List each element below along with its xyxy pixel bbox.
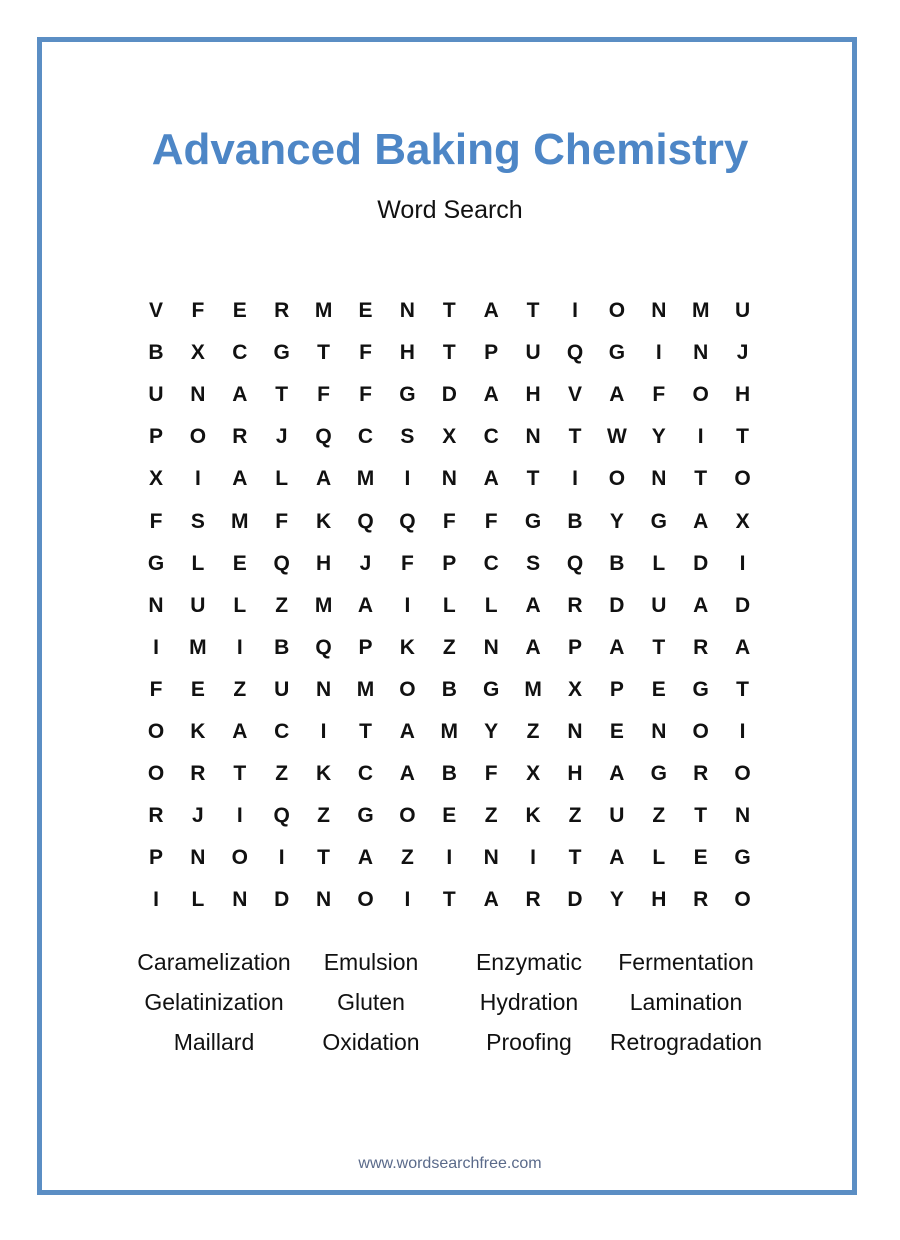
- grid-letter[interactable]: Z: [233, 677, 247, 701]
- grid-letter[interactable]: D: [567, 888, 583, 912]
- grid-letter[interactable]: G: [734, 846, 751, 870]
- grid-letter[interactable]: I: [320, 720, 327, 743]
- grid-letter[interactable]: Q: [566, 341, 584, 365]
- grid-letter[interactable]: I: [404, 467, 411, 491]
- grid-letter[interactable]: A: [609, 762, 625, 786]
- grid-letter[interactable]: Z: [652, 804, 666, 828]
- grid-letter[interactable]: I: [236, 804, 243, 828]
- grid-letter[interactable]: I: [236, 635, 243, 659]
- grid-letter[interactable]: N: [316, 888, 332, 912]
- grid-letter[interactable]: A: [693, 509, 709, 533]
- grid-letter[interactable]: A: [316, 467, 332, 491]
- grid-letter[interactable]: L: [233, 593, 247, 617]
- grid-letter[interactable]: A: [232, 467, 248, 491]
- grid-letter[interactable]: P: [442, 551, 457, 575]
- grid-letter[interactable]: M: [314, 593, 333, 617]
- grid-letter[interactable]: E: [693, 846, 708, 870]
- grid-letter[interactable]: D: [735, 593, 751, 617]
- grid-letter[interactable]: C: [357, 762, 374, 786]
- grid-letter[interactable]: M: [356, 467, 375, 491]
- grid-letter[interactable]: J: [275, 425, 288, 449]
- grid-letter[interactable]: T: [442, 341, 456, 365]
- grid-letter[interactable]: K: [399, 635, 415, 659]
- grid-letter[interactable]: P: [358, 635, 373, 659]
- grid-letter[interactable]: I: [655, 341, 662, 365]
- grid-letter[interactable]: D: [441, 383, 457, 407]
- grid-letter[interactable]: R: [693, 762, 709, 786]
- grid-letter[interactable]: X: [190, 341, 205, 365]
- grid-letter[interactable]: I: [697, 425, 704, 449]
- word-list-item: Maillard: [173, 1029, 255, 1055]
- grid-letter[interactable]: Y: [484, 720, 499, 743]
- grid-letter[interactable]: G: [524, 509, 542, 533]
- grid-letter[interactable]: H: [567, 762, 583, 786]
- grid-letter[interactable]: J: [192, 804, 204, 828]
- grid-letter[interactable]: G: [692, 677, 709, 701]
- grid-letter[interactable]: C: [274, 720, 290, 743]
- grid-letter[interactable]: O: [608, 467, 626, 491]
- grid-letter[interactable]: A: [525, 593, 541, 617]
- grid-letter[interactable]: Q: [315, 425, 332, 449]
- grid-letter[interactable]: T: [442, 299, 456, 322]
- grid-letter[interactable]: N: [190, 846, 206, 870]
- grid-letter[interactable]: U: [148, 383, 164, 407]
- grid-letter[interactable]: V: [148, 299, 163, 322]
- grid-letter[interactable]: N: [316, 677, 332, 701]
- grid-letter[interactable]: N: [735, 804, 751, 828]
- grid-letter[interactable]: X: [735, 509, 750, 533]
- grid-letter[interactable]: G: [147, 551, 165, 575]
- grid-letter[interactable]: F: [275, 509, 289, 533]
- grid-letter[interactable]: T: [736, 677, 749, 701]
- grid-letter[interactable]: L: [191, 551, 205, 575]
- grid-letter[interactable]: Z: [484, 804, 498, 828]
- grid-letter[interactable]: C: [357, 425, 374, 449]
- grid-letter[interactable]: P: [148, 425, 163, 449]
- grid-letter[interactable]: D: [274, 888, 290, 912]
- grid-letter[interactable]: A: [232, 720, 248, 743]
- grid-letter[interactable]: I: [572, 467, 578, 491]
- grid-letter[interactable]: Y: [609, 888, 624, 912]
- grid-letter[interactable]: U: [274, 677, 290, 701]
- grid-letter[interactable]: X: [148, 467, 163, 491]
- grid-letter[interactable]: T: [736, 425, 749, 449]
- word-list-item: Fermentation: [618, 949, 754, 975]
- grid-letter[interactable]: L: [191, 888, 205, 912]
- grid-letter[interactable]: O: [147, 762, 165, 786]
- grid-letter[interactable]: C: [232, 341, 248, 365]
- grid-letter[interactable]: A: [483, 467, 499, 491]
- grid-letter[interactable]: H: [735, 383, 751, 407]
- grid-letter[interactable]: I: [404, 593, 411, 617]
- grid-letter[interactable]: L: [275, 467, 289, 491]
- grid-letter[interactable]: A: [483, 383, 499, 407]
- grid-letter[interactable]: F: [191, 299, 205, 322]
- grid-letter[interactable]: G: [650, 762, 667, 786]
- grid-letter[interactable]: T: [359, 720, 372, 743]
- grid-letter[interactable]: T: [442, 888, 456, 912]
- grid-letter[interactable]: Q: [399, 509, 416, 533]
- grid-letter[interactable]: N: [651, 467, 667, 491]
- grid-letter[interactable]: P: [609, 677, 624, 701]
- grid-letter[interactable]: V: [567, 383, 582, 407]
- grid-letter[interactable]: A: [357, 846, 374, 870]
- grid-letter[interactable]: G: [483, 677, 500, 701]
- grid-letter[interactable]: K: [316, 762, 332, 786]
- grid-letter[interactable]: M: [691, 299, 710, 322]
- word-list-item: Emulsion: [323, 949, 419, 975]
- grid-letter[interactable]: K: [316, 509, 332, 533]
- grid-letter[interactable]: R: [693, 635, 709, 659]
- grid-letter[interactable]: X: [567, 677, 582, 701]
- grid-letter[interactable]: A: [735, 635, 751, 659]
- grid-letter[interactable]: E: [232, 551, 247, 575]
- grid-letter[interactable]: N: [441, 467, 457, 491]
- grid-letter[interactable]: L: [652, 846, 666, 870]
- grid-letter[interactable]: I: [739, 720, 746, 743]
- grid-letter[interactable]: I: [153, 635, 159, 659]
- grid-letter[interactable]: R: [148, 804, 164, 828]
- grid-letter[interactable]: C: [483, 425, 499, 449]
- grid-letter[interactable]: E: [651, 677, 666, 701]
- grid-letter[interactable]: N: [651, 299, 667, 322]
- grid-letter[interactable]: F: [652, 383, 666, 407]
- grid-letter[interactable]: I: [572, 299, 578, 322]
- grid-letter[interactable]: R: [525, 888, 541, 912]
- word-list-item: Oxidation: [322, 1029, 420, 1055]
- grid-letter[interactable]: D: [609, 593, 625, 617]
- grid-letter[interactable]: B: [148, 341, 164, 365]
- grid-letter[interactable]: N: [567, 720, 583, 743]
- grid-letter[interactable]: D: [693, 551, 709, 575]
- grid-letter[interactable]: U: [735, 299, 751, 322]
- grid-letter[interactable]: T: [568, 425, 582, 449]
- grid-letter[interactable]: B: [441, 677, 457, 701]
- grid-letter[interactable]: G: [608, 341, 626, 365]
- grid-letter[interactable]: U: [190, 593, 206, 617]
- grid-letter[interactable]: L: [484, 593, 498, 617]
- grid-letter[interactable]: A: [483, 299, 499, 322]
- grid-letter[interactable]: N: [525, 425, 541, 449]
- grid-letter[interactable]: K: [190, 720, 206, 743]
- page-subtitle: Word Search: [377, 196, 523, 224]
- grid-letter[interactable]: G: [650, 509, 667, 533]
- grid-letter[interactable]: G: [273, 341, 290, 365]
- grid-letter[interactable]: P: [567, 635, 582, 659]
- grid-letter[interactable]: T: [526, 299, 540, 322]
- grid-letter[interactable]: S: [190, 509, 205, 533]
- grid-letter[interactable]: I: [739, 551, 746, 575]
- word-list-item: Enzymatic: [475, 949, 583, 975]
- grid-letter[interactable]: E: [442, 804, 457, 828]
- word-list-item: Proofing: [486, 1029, 572, 1055]
- grid-letter[interactable]: T: [694, 467, 708, 491]
- grid-letter[interactable]: B: [567, 509, 583, 533]
- grid-letter[interactable]: J: [359, 551, 372, 575]
- grid-letter[interactable]: N: [483, 846, 499, 870]
- grid-letter[interactable]: L: [652, 551, 666, 575]
- grid-letter[interactable]: H: [651, 888, 667, 912]
- grid-letter[interactable]: X: [442, 425, 457, 449]
- grid-letter[interactable]: Q: [566, 551, 584, 575]
- grid-letter[interactable]: Z: [275, 593, 289, 617]
- grid-letter[interactable]: R: [274, 299, 290, 322]
- grid-letter[interactable]: E: [609, 720, 624, 743]
- grid-letter[interactable]: I: [278, 846, 285, 870]
- grid-letter[interactable]: M: [314, 299, 333, 322]
- grid-letter[interactable]: L: [442, 593, 456, 617]
- grid-letter[interactable]: N: [483, 635, 499, 659]
- grid-letter[interactable]: U: [525, 341, 541, 365]
- grid-letter[interactable]: A: [525, 635, 541, 659]
- grid-letter[interactable]: T: [694, 804, 708, 828]
- grid-letter[interactable]: Y: [609, 509, 624, 533]
- grid-letter[interactable]: I: [194, 467, 201, 491]
- grid-letter[interactable]: O: [608, 299, 626, 322]
- grid-letter[interactable]: U: [609, 804, 625, 828]
- page-title: Advanced Baking Chemistry: [151, 125, 749, 174]
- grid-letter[interactable]: Q: [273, 804, 290, 828]
- grid-letter[interactable]: O: [231, 846, 248, 870]
- grid-letter[interactable]: X: [526, 762, 541, 786]
- word-list-item: Retrogradation: [609, 1029, 763, 1055]
- grid-letter[interactable]: N: [399, 299, 415, 322]
- grid-letter[interactable]: Z: [317, 804, 330, 828]
- word-list-item: Gelatinization: [144, 989, 284, 1015]
- grid-letter[interactable]: T: [317, 341, 330, 365]
- grid-letter[interactable]: O: [692, 383, 709, 407]
- grid-letter[interactable]: P: [148, 846, 163, 870]
- grid-letter[interactable]: M: [231, 509, 249, 533]
- grid-letter[interactable]: O: [399, 677, 416, 701]
- grid-letter[interactable]: R: [232, 425, 248, 449]
- grid-letter[interactable]: O: [189, 425, 207, 449]
- grid-letter[interactable]: T: [275, 383, 289, 407]
- grid-letter[interactable]: I: [530, 846, 537, 870]
- word-list-item: Gluten: [337, 989, 405, 1015]
- grid-letter[interactable]: R: [693, 888, 709, 912]
- grid-letter[interactable]: F: [484, 509, 498, 533]
- grid-letter[interactable]: A: [609, 635, 625, 659]
- grid-letter[interactable]: G: [399, 383, 416, 407]
- grid-letter[interactable]: O: [734, 888, 751, 912]
- grid-letter[interactable]: Z: [400, 846, 414, 870]
- grid-letter[interactable]: I: [446, 846, 453, 870]
- grid-letter[interactable]: M: [524, 677, 542, 701]
- grid-letter[interactable]: F: [149, 509, 163, 533]
- grid-letter[interactable]: H: [399, 341, 415, 365]
- grid-letter[interactable]: F: [442, 509, 456, 533]
- grid-letter[interactable]: A: [399, 762, 415, 786]
- grid-letter[interactable]: A: [609, 846, 625, 870]
- grid-letter[interactable]: A: [399, 720, 415, 743]
- grid-letter[interactable]: O: [734, 762, 751, 786]
- grid-letter[interactable]: R: [567, 593, 583, 617]
- grid-letter[interactable]: P: [484, 341, 499, 365]
- grid-letter[interactable]: J: [736, 341, 749, 365]
- grid-letter[interactable]: Q: [315, 635, 332, 659]
- grid-letter[interactable]: B: [441, 762, 457, 786]
- grid-letter[interactable]: I: [153, 888, 159, 912]
- grid-letter[interactable]: Q: [357, 509, 374, 533]
- grid-letter[interactable]: N: [148, 593, 164, 617]
- grid-letter[interactable]: Z: [526, 720, 540, 743]
- grid-letter[interactable]: O: [734, 467, 751, 491]
- grid-letter[interactable]: N: [651, 720, 667, 743]
- grid-letter[interactable]: A: [609, 383, 625, 407]
- grid-letter[interactable]: I: [404, 888, 411, 912]
- grid-letter[interactable]: H: [525, 383, 541, 407]
- grid-letter[interactable]: B: [609, 551, 625, 575]
- grid-letter[interactable]: F: [149, 677, 163, 701]
- grid-letter[interactable]: T: [233, 762, 247, 786]
- grid-letter[interactable]: A: [232, 383, 248, 407]
- grid-letter[interactable]: T: [526, 467, 540, 491]
- grid-letter[interactable]: K: [525, 804, 541, 828]
- grid-letter[interactable]: M: [440, 720, 459, 743]
- grid-letter[interactable]: O: [147, 720, 165, 743]
- grid-letter[interactable]: Z: [568, 804, 582, 828]
- grid-letter[interactable]: W: [606, 425, 627, 449]
- grid-letter[interactable]: B: [274, 635, 290, 659]
- grid-letter[interactable]: A: [357, 593, 374, 617]
- grid-letter[interactable]: F: [359, 383, 372, 407]
- grid-letter[interactable]: C: [483, 551, 499, 575]
- grid-letter[interactable]: Q: [273, 551, 290, 575]
- word-list-item: Hydration: [479, 989, 579, 1015]
- grid-letter[interactable]: E: [232, 299, 247, 322]
- grid-letter[interactable]: O: [399, 804, 416, 828]
- grid-letter[interactable]: T: [568, 846, 582, 870]
- grid-letter[interactable]: F: [317, 383, 330, 407]
- grid-letter[interactable]: F: [400, 551, 414, 575]
- grid-letter[interactable]: N: [232, 888, 248, 912]
- grid-letter[interactable]: U: [651, 593, 667, 617]
- grid-letter[interactable]: S: [400, 425, 415, 449]
- grid-letter[interactable]: Y: [651, 425, 666, 449]
- grid-letter[interactable]: Z: [442, 635, 456, 659]
- grid-letter[interactable]: R: [190, 762, 206, 786]
- grid-letter[interactable]: T: [317, 846, 330, 870]
- grid-letter[interactable]: T: [652, 635, 666, 659]
- grid-letter[interactable]: F: [484, 762, 498, 786]
- grid-letter[interactable]: M: [356, 677, 375, 701]
- grid-letter[interactable]: O: [692, 720, 709, 743]
- grid-letter[interactable]: F: [359, 341, 372, 365]
- word-list-item: Lamination: [629, 989, 743, 1015]
- grid-letter[interactable]: A: [693, 593, 709, 617]
- grid-letter[interactable]: E: [358, 299, 373, 322]
- grid-letter[interactable]: N: [693, 341, 709, 365]
- grid-letter[interactable]: A: [483, 888, 499, 912]
- grid-letter[interactable]: S: [526, 551, 541, 575]
- footer-url[interactable]: www.wordsearchfree.com: [358, 1155, 542, 1172]
- word-list-item: Caramelization: [137, 949, 291, 975]
- grid-letter[interactable]: N: [190, 383, 206, 407]
- grid-letter[interactable]: Z: [275, 762, 289, 786]
- grid-letter[interactable]: H: [316, 551, 332, 575]
- grid-letter[interactable]: E: [190, 677, 205, 701]
- grid-letter[interactable]: O: [357, 888, 374, 912]
- grid-letter[interactable]: G: [357, 804, 374, 828]
- grid-letter[interactable]: M: [189, 635, 207, 659]
